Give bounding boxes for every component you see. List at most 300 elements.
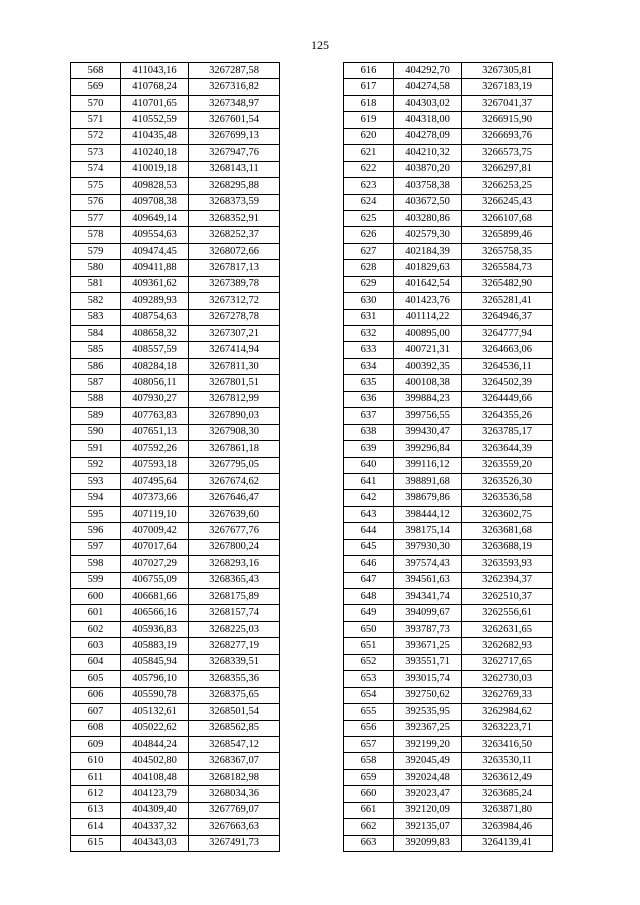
x-coordinate-cell: 394341,74: [394, 589, 462, 605]
y-coordinate-cell: 3267646,47: [189, 490, 280, 506]
point-number-cell: 630: [344, 293, 394, 309]
x-coordinate-cell: 392099,83: [394, 835, 462, 851]
x-coordinate-cell: 404318,00: [394, 112, 462, 128]
point-number-cell: 588: [71, 391, 121, 407]
y-coordinate-cell: 3267305,81: [462, 63, 553, 79]
table-row: [344, 572, 553, 588]
x-coordinate-cell: 410240,18: [121, 145, 189, 161]
x-coordinate-cell: 399116,12: [394, 457, 462, 473]
x-coordinate-cell: 409828,53: [121, 178, 189, 194]
x-coordinate-cell: 409474,45: [121, 243, 189, 259]
point-number-cell: 610: [71, 753, 121, 769]
table-row: [71, 128, 280, 144]
x-coordinate-cell: 407373,66: [121, 490, 189, 506]
y-coordinate-cell: 3268293,16: [189, 556, 280, 572]
y-coordinate-cell: 3265584,73: [462, 260, 553, 276]
y-coordinate-cell: 3267414,94: [189, 342, 280, 358]
point-number-cell: 648: [344, 589, 394, 605]
y-coordinate-cell: 3268143,11: [189, 161, 280, 177]
table-row: [344, 720, 553, 736]
y-coordinate-cell: 3262556,61: [462, 605, 553, 621]
point-number-cell: 573: [71, 145, 121, 161]
x-coordinate-cell: 409361,62: [121, 276, 189, 292]
x-coordinate-cell: 404123,79: [121, 786, 189, 802]
y-coordinate-cell: 3264502,39: [462, 375, 553, 391]
point-number-cell: 592: [71, 457, 121, 473]
y-coordinate-cell: 3267312,72: [189, 293, 280, 309]
point-number-cell: 602: [71, 621, 121, 637]
x-coordinate-cell: 407930,27: [121, 391, 189, 407]
point-number-cell: 577: [71, 210, 121, 226]
y-coordinate-cell: 3267491,73: [189, 835, 280, 851]
x-coordinate-cell: 410701,65: [121, 95, 189, 111]
table-row: [344, 654, 553, 670]
table-row: [71, 523, 280, 539]
y-coordinate-cell: 3262394,37: [462, 572, 553, 588]
y-coordinate-cell: 3264663,06: [462, 342, 553, 358]
y-coordinate-cell: 3262984,62: [462, 704, 553, 720]
table-row: [344, 342, 553, 358]
x-coordinate-cell: 404274,58: [394, 79, 462, 95]
table-row: [71, 572, 280, 588]
x-coordinate-cell: 408284,18: [121, 358, 189, 374]
x-coordinate-cell: 410552,59: [121, 112, 189, 128]
point-number-cell: 658: [344, 753, 394, 769]
x-coordinate-cell: 392023,47: [394, 786, 462, 802]
table-row: [344, 260, 553, 276]
point-number-cell: 579: [71, 243, 121, 259]
point-number-cell: 662: [344, 819, 394, 835]
x-coordinate-cell: 393787,73: [394, 621, 462, 637]
point-number-cell: 627: [344, 243, 394, 259]
x-coordinate-cell: 405132,61: [121, 704, 189, 720]
x-coordinate-cell: 404292,70: [394, 63, 462, 79]
x-coordinate-cell: 397930,30: [394, 539, 462, 555]
y-coordinate-cell: 3262631,65: [462, 621, 553, 637]
y-coordinate-cell: 3263602,75: [462, 506, 553, 522]
point-number-cell: 646: [344, 556, 394, 572]
y-coordinate-cell: 3267861,18: [189, 441, 280, 457]
table-row: [71, 786, 280, 802]
y-coordinate-cell: 3267801,51: [189, 375, 280, 391]
table-row: [344, 819, 553, 835]
y-coordinate-cell: 3264449,66: [462, 391, 553, 407]
y-coordinate-cell: 3262510,37: [462, 589, 553, 605]
table-row: [344, 589, 553, 605]
table-row: [344, 605, 553, 621]
y-coordinate-cell: 3263612,49: [462, 769, 553, 785]
x-coordinate-cell: 409708,38: [121, 194, 189, 210]
point-number-cell: 629: [344, 276, 394, 292]
x-coordinate-cell: 405796,10: [121, 671, 189, 687]
point-number-cell: 663: [344, 835, 394, 851]
table-row: [71, 638, 280, 654]
x-coordinate-cell: 401829,63: [394, 260, 462, 276]
point-number-cell: 598: [71, 556, 121, 572]
point-number-cell: 661: [344, 802, 394, 818]
y-coordinate-cell: 3267041,37: [462, 95, 553, 111]
point-number-cell: 657: [344, 736, 394, 752]
y-coordinate-cell: 3267663,63: [189, 819, 280, 835]
y-coordinate-cell: 3263416,50: [462, 736, 553, 752]
x-coordinate-cell: 404303,02: [394, 95, 462, 111]
x-coordinate-cell: 404210,32: [394, 145, 462, 161]
table-row: [344, 227, 553, 243]
y-coordinate-cell: 3263536,58: [462, 490, 553, 506]
point-number-cell: 605: [71, 671, 121, 687]
table-row: [344, 112, 553, 128]
point-number-cell: 569: [71, 79, 121, 95]
y-coordinate-cell: 3267812,99: [189, 391, 280, 407]
y-coordinate-cell: 3268175,89: [189, 589, 280, 605]
point-number-cell: 590: [71, 424, 121, 440]
point-number-cell: 586: [71, 358, 121, 374]
point-number-cell: 601: [71, 605, 121, 621]
y-coordinate-cell: 3264536,11: [462, 358, 553, 374]
x-coordinate-cell: 407009,42: [121, 523, 189, 539]
x-coordinate-cell: 398891,68: [394, 473, 462, 489]
x-coordinate-cell: 403870,20: [394, 161, 462, 177]
table-row: [71, 161, 280, 177]
table-row: [71, 835, 280, 851]
y-coordinate-cell: 3266573,75: [462, 145, 553, 161]
table-row: [71, 490, 280, 506]
y-coordinate-cell: 3263593,93: [462, 556, 553, 572]
y-coordinate-cell: 3266915,90: [462, 112, 553, 128]
x-coordinate-cell: 410435,48: [121, 128, 189, 144]
point-number-cell: 571: [71, 112, 121, 128]
table-row: [71, 342, 280, 358]
point-number-cell: 575: [71, 178, 121, 194]
y-coordinate-cell: 3268373,59: [189, 194, 280, 210]
y-coordinate-cell: 3267811,30: [189, 358, 280, 374]
x-coordinate-cell: 401423,76: [394, 293, 462, 309]
y-coordinate-cell: 3266245,43: [462, 194, 553, 210]
table-row: [344, 276, 553, 292]
table-row: [71, 145, 280, 161]
y-coordinate-cell: 3268365,43: [189, 572, 280, 588]
y-coordinate-cell: 3264139,41: [462, 835, 553, 851]
table-row: [71, 293, 280, 309]
table-row: [344, 687, 553, 703]
table-row: [71, 408, 280, 424]
table-row: [344, 326, 553, 342]
y-coordinate-cell: 3262730,03: [462, 671, 553, 687]
point-number-cell: 625: [344, 210, 394, 226]
x-coordinate-cell: 406566,16: [121, 605, 189, 621]
table-row: [71, 391, 280, 407]
x-coordinate-cell: 400721,31: [394, 342, 462, 358]
point-number-cell: 632: [344, 326, 394, 342]
table-row: [344, 210, 553, 226]
point-number-cell: 655: [344, 704, 394, 720]
point-number-cell: 660: [344, 786, 394, 802]
table-row: [344, 835, 553, 851]
point-number-cell: 612: [71, 786, 121, 802]
table-row: [71, 736, 280, 752]
y-coordinate-cell: 3268277,19: [189, 638, 280, 654]
coordinates-table-left: [70, 62, 280, 852]
point-number-cell: 639: [344, 441, 394, 457]
y-coordinate-cell: 3263530,11: [462, 753, 553, 769]
y-coordinate-cell: 3268225,03: [189, 621, 280, 637]
x-coordinate-cell: 409289,93: [121, 293, 189, 309]
y-coordinate-cell: 3263681,68: [462, 523, 553, 539]
y-coordinate-cell: 3267287,58: [189, 63, 280, 79]
y-coordinate-cell: 3267769,07: [189, 802, 280, 818]
y-coordinate-cell: 3267795,05: [189, 457, 280, 473]
point-number-cell: 636: [344, 391, 394, 407]
x-coordinate-cell: 401114,22: [394, 309, 462, 325]
point-number-cell: 650: [344, 621, 394, 637]
x-coordinate-cell: 408557,59: [121, 342, 189, 358]
point-number-cell: 596: [71, 523, 121, 539]
table-row: [71, 210, 280, 226]
x-coordinate-cell: 406681,66: [121, 589, 189, 605]
x-coordinate-cell: 392199,20: [394, 736, 462, 752]
point-number-cell: 594: [71, 490, 121, 506]
x-coordinate-cell: 402184,39: [394, 243, 462, 259]
point-number-cell: 647: [344, 572, 394, 588]
table-row: [344, 638, 553, 654]
point-number-cell: 643: [344, 506, 394, 522]
point-number-cell: 595: [71, 506, 121, 522]
x-coordinate-cell: 407027,29: [121, 556, 189, 572]
point-number-cell: 593: [71, 473, 121, 489]
table-row: [344, 293, 553, 309]
table-row: [71, 95, 280, 111]
table-row: [71, 473, 280, 489]
x-coordinate-cell: 405590,78: [121, 687, 189, 703]
y-coordinate-cell: 3263688,19: [462, 539, 553, 555]
y-coordinate-cell: 3267800,24: [189, 539, 280, 555]
x-coordinate-cell: 392045,49: [394, 753, 462, 769]
point-number-cell: 622: [344, 161, 394, 177]
point-number-cell: 641: [344, 473, 394, 489]
table-row: [71, 326, 280, 342]
table-row: [344, 490, 553, 506]
x-coordinate-cell: 392120,09: [394, 802, 462, 818]
x-coordinate-cell: 409411,88: [121, 260, 189, 276]
x-coordinate-cell: 407119,10: [121, 506, 189, 522]
table-row: [344, 621, 553, 637]
y-coordinate-cell: 3267890,03: [189, 408, 280, 424]
point-number-cell: 619: [344, 112, 394, 128]
table-row: [344, 391, 553, 407]
y-coordinate-cell: 3266693,76: [462, 128, 553, 144]
point-number-cell: 570: [71, 95, 121, 111]
point-number-cell: 653: [344, 671, 394, 687]
x-coordinate-cell: 404278,09: [394, 128, 462, 144]
point-number-cell: 611: [71, 769, 121, 785]
table-row: [344, 63, 553, 79]
y-coordinate-cell: 3263526,30: [462, 473, 553, 489]
y-coordinate-cell: 3267677,76: [189, 523, 280, 539]
x-coordinate-cell: 401642,54: [394, 276, 462, 292]
x-coordinate-cell: 404337,32: [121, 819, 189, 835]
table-row: [344, 145, 553, 161]
table-row: [71, 243, 280, 259]
table-row: [344, 457, 553, 473]
table-row: [71, 605, 280, 621]
point-number-cell: 600: [71, 589, 121, 605]
x-coordinate-cell: 397574,43: [394, 556, 462, 572]
table-row: [71, 276, 280, 292]
x-coordinate-cell: 405845,94: [121, 654, 189, 670]
table-row: [344, 128, 553, 144]
point-number-cell: 652: [344, 654, 394, 670]
table-row: [344, 736, 553, 752]
y-coordinate-cell: 3267699,13: [189, 128, 280, 144]
x-coordinate-cell: 398679,86: [394, 490, 462, 506]
x-coordinate-cell: 393015,74: [394, 671, 462, 687]
table-row: [71, 621, 280, 637]
y-coordinate-cell: 3268295,88: [189, 178, 280, 194]
point-number-cell: 589: [71, 408, 121, 424]
y-coordinate-cell: 3267278,78: [189, 309, 280, 325]
y-coordinate-cell: 3262717,65: [462, 654, 553, 670]
table-row: [71, 63, 280, 79]
x-coordinate-cell: 407651,13: [121, 424, 189, 440]
point-number-cell: 617: [344, 79, 394, 95]
x-coordinate-cell: 409649,14: [121, 210, 189, 226]
table-row: [71, 79, 280, 95]
x-coordinate-cell: 410019,18: [121, 161, 189, 177]
y-coordinate-cell: 3268072,66: [189, 243, 280, 259]
x-coordinate-cell: 394561,63: [394, 572, 462, 588]
y-coordinate-cell: 3263871,80: [462, 802, 553, 818]
table-row: [71, 260, 280, 276]
x-coordinate-cell: 407593,18: [121, 457, 189, 473]
table-row: [344, 358, 553, 374]
x-coordinate-cell: 399296,84: [394, 441, 462, 457]
table-row: [344, 441, 553, 457]
point-number-cell: 644: [344, 523, 394, 539]
table-row: [71, 654, 280, 670]
point-number-cell: 591: [71, 441, 121, 457]
y-coordinate-cell: 3268355,36: [189, 671, 280, 687]
x-coordinate-cell: 394099,67: [394, 605, 462, 621]
table-row: [344, 79, 553, 95]
table-row: [344, 786, 553, 802]
table-row: [344, 161, 553, 177]
point-number-cell: 603: [71, 638, 121, 654]
y-coordinate-cell: 3267307,21: [189, 326, 280, 342]
x-coordinate-cell: 405883,19: [121, 638, 189, 654]
x-coordinate-cell: 404502,80: [121, 753, 189, 769]
point-number-cell: 576: [71, 194, 121, 210]
table-row: [344, 769, 553, 785]
x-coordinate-cell: 392024,48: [394, 769, 462, 785]
x-coordinate-cell: 408056,11: [121, 375, 189, 391]
x-coordinate-cell: 411043,16: [121, 63, 189, 79]
y-coordinate-cell: 3267389,78: [189, 276, 280, 292]
x-coordinate-cell: 403280,86: [394, 210, 462, 226]
table-row: [344, 753, 553, 769]
table-row: [71, 178, 280, 194]
point-number-cell: 618: [344, 95, 394, 111]
table-row: [71, 457, 280, 473]
table-row: [344, 704, 553, 720]
point-number-cell: 624: [344, 194, 394, 210]
point-number-cell: 649: [344, 605, 394, 621]
y-coordinate-cell: 3266297,81: [462, 161, 553, 177]
y-coordinate-cell: 3267348,97: [189, 95, 280, 111]
table-row: [344, 194, 553, 210]
point-number-cell: 620: [344, 128, 394, 144]
y-coordinate-cell: 3267639,60: [189, 506, 280, 522]
table-row: [71, 687, 280, 703]
table-row: [71, 556, 280, 572]
y-coordinate-cell: 3268157,74: [189, 605, 280, 621]
x-coordinate-cell: 398175,14: [394, 523, 462, 539]
y-coordinate-cell: 3267908,30: [189, 424, 280, 440]
table-row: [344, 523, 553, 539]
y-coordinate-cell: 3268339,51: [189, 654, 280, 670]
point-number-cell: 640: [344, 457, 394, 473]
y-coordinate-cell: 3263785,17: [462, 424, 553, 440]
table-row: [71, 424, 280, 440]
x-coordinate-cell: 393671,25: [394, 638, 462, 654]
y-coordinate-cell: 3268182,98: [189, 769, 280, 785]
table-row: [71, 227, 280, 243]
table-row: [344, 408, 553, 424]
y-coordinate-cell: 3268547,12: [189, 736, 280, 752]
x-coordinate-cell: 407592,26: [121, 441, 189, 457]
x-coordinate-cell: 403672,50: [394, 194, 462, 210]
y-coordinate-cell: 3268375,65: [189, 687, 280, 703]
point-number-cell: 607: [71, 704, 121, 720]
table-row: [71, 819, 280, 835]
point-number-cell: 651: [344, 638, 394, 654]
point-number-cell: 606: [71, 687, 121, 703]
point-number-cell: 581: [71, 276, 121, 292]
y-coordinate-cell: 3268367,07: [189, 753, 280, 769]
point-number-cell: 613: [71, 802, 121, 818]
x-coordinate-cell: 392135,07: [394, 819, 462, 835]
point-number-cell: 583: [71, 309, 121, 325]
table-row: [344, 309, 553, 325]
y-coordinate-cell: 3263984,46: [462, 819, 553, 835]
point-number-cell: 584: [71, 326, 121, 342]
table-row: [344, 178, 553, 194]
point-number-cell: 578: [71, 227, 121, 243]
table-row: [71, 671, 280, 687]
y-coordinate-cell: 3268501,54: [189, 704, 280, 720]
table-row: [71, 753, 280, 769]
table-row: [344, 802, 553, 818]
table-row: [344, 243, 553, 259]
x-coordinate-cell: 407495,64: [121, 473, 189, 489]
table-row: [344, 556, 553, 572]
point-number-cell: 574: [71, 161, 121, 177]
x-coordinate-cell: 406755,09: [121, 572, 189, 588]
x-coordinate-cell: 407763,83: [121, 408, 189, 424]
point-number-cell: 628: [344, 260, 394, 276]
point-number-cell: 616: [344, 63, 394, 79]
x-coordinate-cell: 404108,48: [121, 769, 189, 785]
point-number-cell: 635: [344, 375, 394, 391]
table-row: [344, 95, 553, 111]
x-coordinate-cell: 404343,03: [121, 835, 189, 851]
point-number-cell: 623: [344, 178, 394, 194]
y-coordinate-cell: 3263223,71: [462, 720, 553, 736]
table-row: [71, 506, 280, 522]
point-number-cell: 568: [71, 63, 121, 79]
point-number-cell: 599: [71, 572, 121, 588]
x-coordinate-cell: 392750,62: [394, 687, 462, 703]
x-coordinate-cell: 403758,38: [394, 178, 462, 194]
